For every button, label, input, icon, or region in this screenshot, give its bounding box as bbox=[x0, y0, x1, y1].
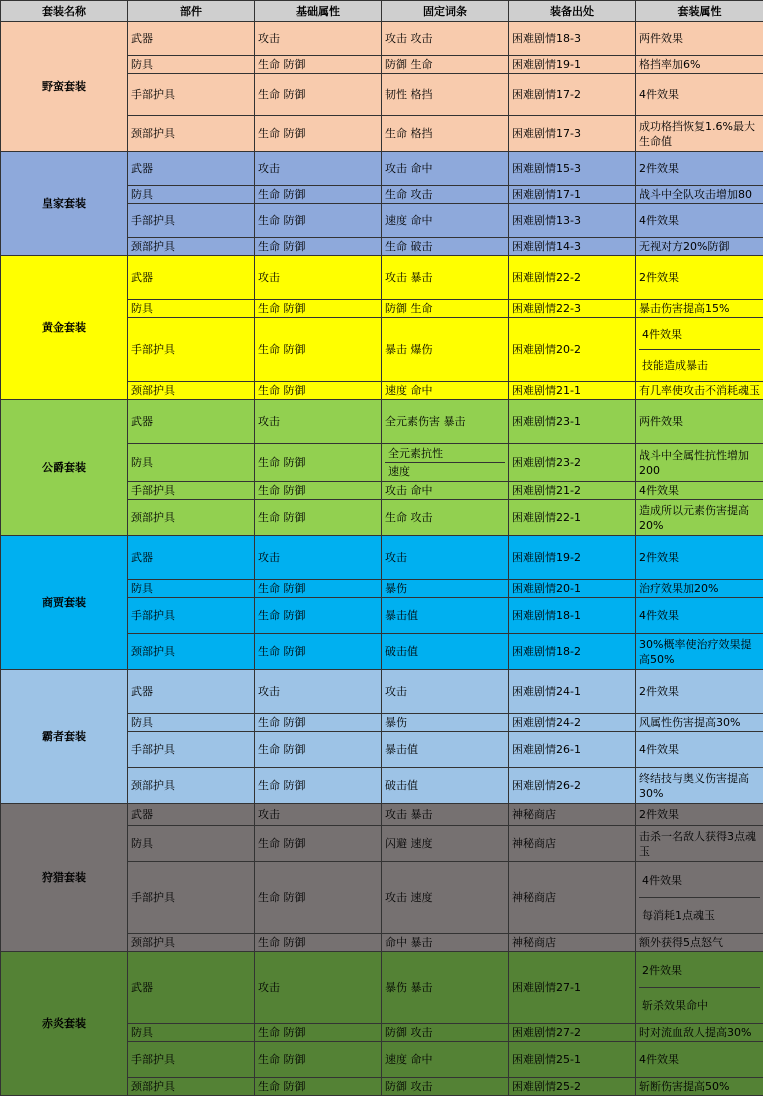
set-bonus-cell: 4件效果 bbox=[636, 204, 763, 238]
set-bonus-cell: 战斗中全属性抗性增加200 bbox=[636, 444, 763, 482]
set-bonus-cell: 两件效果 bbox=[636, 22, 763, 56]
source-cell: 困难剧情15-3 bbox=[509, 152, 636, 186]
base-attr-cell: 生命 防御 bbox=[255, 116, 382, 152]
part-cell: 武器 bbox=[128, 22, 255, 56]
fixed-attr-cell: 暴击 爆伤 bbox=[382, 318, 509, 382]
part-cell: 颈部护具 bbox=[128, 634, 255, 670]
part-cell: 武器 bbox=[128, 952, 255, 1024]
source-cell: 困难剧情19-1 bbox=[509, 56, 636, 74]
set-bonus-cell: 2件效果 bbox=[636, 804, 763, 826]
base-attr-cell: 生命 防御 bbox=[255, 500, 382, 536]
fixed-attr-cell: 攻击 暴击 bbox=[382, 804, 509, 826]
part-cell: 颈部护具 bbox=[128, 934, 255, 952]
source-cell: 困难剧情24-2 bbox=[509, 714, 636, 732]
set-bonus-cell: 2件效果 bbox=[636, 536, 763, 580]
fixed-attr-line: 速度 bbox=[385, 462, 505, 480]
base-attr-cell: 生命 防御 bbox=[255, 74, 382, 116]
header-base-attr: 基础属性 bbox=[255, 1, 382, 22]
base-attr-cell: 生命 防御 bbox=[255, 768, 382, 804]
set-bonus-cell: 两件效果 bbox=[636, 400, 763, 444]
table-row bbox=[1, 152, 763, 186]
source-cell: 困难剧情23-1 bbox=[509, 400, 636, 444]
set-bonus-cell: 4件效果 bbox=[636, 732, 763, 768]
source-cell: 困难剧情20-2 bbox=[509, 318, 636, 382]
base-attr-cell: 攻击 bbox=[255, 400, 382, 444]
part-cell: 颈部护具 bbox=[128, 116, 255, 152]
header-part: 部件 bbox=[128, 1, 255, 22]
set-bonus-cell: 造成所以元素伤害提高20% bbox=[636, 500, 763, 536]
set-bonus-line: 技能造成暴击 bbox=[639, 349, 760, 380]
set-bonus-line: 4件效果 bbox=[639, 863, 760, 897]
part-cell: 颈部护具 bbox=[128, 768, 255, 804]
base-attr-cell: 生命 防御 bbox=[255, 634, 382, 670]
table-row bbox=[1, 22, 763, 56]
source-cell: 困难剧情22-3 bbox=[509, 300, 636, 318]
fixed-attr-cell: 韧性 格挡 bbox=[382, 74, 509, 116]
source-cell: 神秘商店 bbox=[509, 862, 636, 934]
base-attr-cell: 生命 防御 bbox=[255, 56, 382, 74]
fixed-attr-cell: 生命 攻击 bbox=[382, 500, 509, 536]
source-cell: 困难剧情25-2 bbox=[509, 1078, 636, 1096]
set-bonus-cell: 终结技与奥义伤害提高30% bbox=[636, 768, 763, 804]
fixed-attr-cell: 命中 暴击 bbox=[382, 934, 509, 952]
fixed-attr-cell: 攻击 bbox=[382, 670, 509, 714]
part-cell: 手部护具 bbox=[128, 1042, 255, 1078]
base-attr-cell: 生命 防御 bbox=[255, 318, 382, 382]
part-cell: 武器 bbox=[128, 152, 255, 186]
fixed-attr-cell: 攻击 命中 bbox=[382, 482, 509, 500]
table-row bbox=[1, 670, 763, 714]
source-cell: 困难剧情27-1 bbox=[509, 952, 636, 1024]
base-attr-cell: 生命 防御 bbox=[255, 580, 382, 598]
set-bonus-cell: 治疗效果加20% bbox=[636, 580, 763, 598]
base-attr-cell: 生命 防御 bbox=[255, 300, 382, 318]
source-cell: 困难剧情26-2 bbox=[509, 768, 636, 804]
source-cell: 困难剧情17-1 bbox=[509, 186, 636, 204]
set-bonus-cell: 2件效果 bbox=[636, 152, 763, 186]
fixed-attr-cell: 生命 破击 bbox=[382, 238, 509, 256]
part-cell: 手部护具 bbox=[128, 862, 255, 934]
base-attr-cell: 生命 防御 bbox=[255, 934, 382, 952]
fixed-attr-cell: 攻击 命中 bbox=[382, 152, 509, 186]
set-bonus-cell: 4件效果 bbox=[636, 74, 763, 116]
fixed-attr-cell: 防御 生命 bbox=[382, 300, 509, 318]
part-cell: 颈部护具 bbox=[128, 238, 255, 256]
base-attr-cell: 生命 防御 bbox=[255, 238, 382, 256]
part-cell: 武器 bbox=[128, 400, 255, 444]
base-attr-cell: 攻击 bbox=[255, 256, 382, 300]
source-cell: 困难剧情22-2 bbox=[509, 256, 636, 300]
fixed-attr-cell: 速度 命中 bbox=[382, 204, 509, 238]
source-cell: 神秘商店 bbox=[509, 804, 636, 826]
set-bonus-cell: 战斗中全队攻击增加80 bbox=[636, 186, 763, 204]
base-attr-cell: 生命 防御 bbox=[255, 1024, 382, 1042]
source-cell: 困难剧情18-1 bbox=[509, 598, 636, 634]
base-attr-cell: 攻击 bbox=[255, 152, 382, 186]
base-attr-cell: 生命 防御 bbox=[255, 598, 382, 634]
set-bonus-cell: 击杀一名敌人获得3点魂玉 bbox=[636, 826, 763, 862]
fixed-attr-cell: 破击值 bbox=[382, 768, 509, 804]
base-attr-cell: 生命 防御 bbox=[255, 862, 382, 934]
table-row bbox=[1, 804, 763, 826]
source-cell: 困难剧情21-2 bbox=[509, 482, 636, 500]
set-bonus-cell bbox=[636, 952, 763, 1024]
base-attr-cell: 生命 防御 bbox=[255, 482, 382, 500]
set-bonus-cell: 有几率使攻击不消耗魂玉 bbox=[636, 382, 763, 400]
part-cell: 防具 bbox=[128, 444, 255, 482]
source-cell: 困难剧情17-3 bbox=[509, 116, 636, 152]
fixed-attr-cell: 防御 攻击 bbox=[382, 1024, 509, 1042]
base-attr-cell: 生命 防御 bbox=[255, 186, 382, 204]
table-row bbox=[1, 536, 763, 580]
set-bonus-cell: 30%概率使治疗效果提高50% bbox=[636, 634, 763, 670]
source-cell: 困难剧情24-1 bbox=[509, 670, 636, 714]
fixed-attr-cell: 攻击 bbox=[382, 536, 509, 580]
part-cell: 防具 bbox=[128, 56, 255, 74]
part-cell: 防具 bbox=[128, 714, 255, 732]
header-set-bonus: 套装属性 bbox=[636, 1, 763, 22]
fixed-attr-cell: 攻击 攻击 bbox=[382, 22, 509, 56]
part-cell: 防具 bbox=[128, 580, 255, 598]
part-cell: 防具 bbox=[128, 186, 255, 204]
source-cell: 困难剧情17-2 bbox=[509, 74, 636, 116]
set-bonus-cell: 4件效果 bbox=[636, 482, 763, 500]
table-row bbox=[1, 400, 763, 444]
base-attr-cell: 生命 防御 bbox=[255, 732, 382, 768]
fixed-attr-cell: 生命 攻击 bbox=[382, 186, 509, 204]
source-cell: 神秘商店 bbox=[509, 826, 636, 862]
source-cell: 困难剧情22-1 bbox=[509, 500, 636, 536]
set-name: 皇家套装 bbox=[1, 152, 128, 256]
header-set-name: 套装名称 bbox=[1, 1, 128, 22]
set-bonus-cell: 4件效果 bbox=[636, 1042, 763, 1078]
source-cell: 困难剧情21-1 bbox=[509, 382, 636, 400]
part-cell: 武器 bbox=[128, 804, 255, 826]
part-cell: 手部护具 bbox=[128, 598, 255, 634]
base-attr-cell: 生命 防御 bbox=[255, 204, 382, 238]
set-name: 霸者套装 bbox=[1, 670, 128, 804]
set-name: 狩猎套装 bbox=[1, 804, 128, 952]
base-attr-cell: 生命 防御 bbox=[255, 714, 382, 732]
source-cell: 困难剧情18-3 bbox=[509, 22, 636, 56]
part-cell: 手部护具 bbox=[128, 482, 255, 500]
fixed-attr-cell: 攻击 速度 bbox=[382, 862, 509, 934]
set-name: 赤炎套装 bbox=[1, 952, 128, 1096]
base-attr-cell: 生命 防御 bbox=[255, 382, 382, 400]
base-attr-cell: 生命 防御 bbox=[255, 1078, 382, 1096]
base-attr-cell: 生命 防御 bbox=[255, 1042, 382, 1078]
fixed-attr-cell: 闪避 速度 bbox=[382, 826, 509, 862]
base-attr-cell: 生命 防御 bbox=[255, 444, 382, 482]
set-bonus-cell: 风属性伤害提高30% bbox=[636, 714, 763, 732]
header-source: 装备出处 bbox=[509, 1, 636, 22]
fixed-attr-cell: 防御 攻击 bbox=[382, 1078, 509, 1096]
source-cell: 困难剧情20-1 bbox=[509, 580, 636, 598]
set-bonus-line: 斩杀效果命中 bbox=[639, 987, 760, 1022]
set-bonus-cell: 斩断伤害提高50% bbox=[636, 1078, 763, 1096]
fixed-attr-cell: 生命 格挡 bbox=[382, 116, 509, 152]
source-cell: 困难剧情18-2 bbox=[509, 634, 636, 670]
set-bonus-line: 2件效果 bbox=[639, 953, 760, 987]
fixed-attr-line: 全元素抗性 bbox=[385, 445, 505, 462]
part-cell: 武器 bbox=[128, 256, 255, 300]
set-bonus-cell bbox=[636, 318, 763, 382]
set-bonus-cell: 2件效果 bbox=[636, 670, 763, 714]
table-row bbox=[1, 952, 763, 1024]
part-cell: 防具 bbox=[128, 300, 255, 318]
source-cell: 困难剧情26-1 bbox=[509, 732, 636, 768]
fixed-attr-cell: 暴伤 暴击 bbox=[382, 952, 509, 1024]
set-name: 野蛮套装 bbox=[1, 22, 128, 152]
fixed-attr-cell: 暴伤 bbox=[382, 714, 509, 732]
source-cell: 困难剧情27-2 bbox=[509, 1024, 636, 1042]
set-bonus-cell: 时对流血敌人提高30% bbox=[636, 1024, 763, 1042]
set-bonus-cell: 成功格挡恢复1.6%最大生命值 bbox=[636, 116, 763, 152]
part-cell: 防具 bbox=[128, 826, 255, 862]
part-cell: 手部护具 bbox=[128, 732, 255, 768]
part-cell: 武器 bbox=[128, 670, 255, 714]
source-cell: 困难剧情14-3 bbox=[509, 238, 636, 256]
base-attr-cell: 攻击 bbox=[255, 952, 382, 1024]
fixed-attr-cell: 速度 命中 bbox=[382, 1042, 509, 1078]
fixed-attr-cell bbox=[382, 444, 509, 482]
table-row bbox=[1, 256, 763, 300]
base-attr-cell: 攻击 bbox=[255, 804, 382, 826]
set-bonus-cell: 格挡率加6% bbox=[636, 56, 763, 74]
set-bonus-line: 每消耗1点魂玉 bbox=[639, 897, 760, 932]
set-bonus-line: 4件效果 bbox=[639, 319, 760, 349]
set-bonus-cell: 无视对方20%防御 bbox=[636, 238, 763, 256]
source-cell: 困难剧情13-3 bbox=[509, 204, 636, 238]
set-name: 公爵套装 bbox=[1, 400, 128, 536]
base-attr-cell: 攻击 bbox=[255, 22, 382, 56]
set-bonus-cell: 2件效果 bbox=[636, 256, 763, 300]
set-bonus-cell: 4件效果 bbox=[636, 598, 763, 634]
part-cell: 手部护具 bbox=[128, 74, 255, 116]
source-cell: 困难剧情19-2 bbox=[509, 536, 636, 580]
part-cell: 防具 bbox=[128, 1024, 255, 1042]
set-name: 商贾套装 bbox=[1, 536, 128, 670]
fixed-attr-cell: 暴伤 bbox=[382, 580, 509, 598]
source-cell: 困难剧情25-1 bbox=[509, 1042, 636, 1078]
fixed-attr-cell: 全元素伤害 暴击 bbox=[382, 400, 509, 444]
set-bonus-cell: 暴击伤害提高15% bbox=[636, 300, 763, 318]
part-cell: 颈部护具 bbox=[128, 500, 255, 536]
set-name: 黄金套装 bbox=[1, 256, 128, 400]
source-cell: 困难剧情23-2 bbox=[509, 444, 636, 482]
fixed-attr-cell: 暴击值 bbox=[382, 732, 509, 768]
part-cell: 武器 bbox=[128, 536, 255, 580]
fixed-attr-cell: 防御 生命 bbox=[382, 56, 509, 74]
header-fixed-attr: 固定词条 bbox=[382, 1, 509, 22]
base-attr-cell: 攻击 bbox=[255, 536, 382, 580]
base-attr-cell: 生命 防御 bbox=[255, 826, 382, 862]
fixed-attr-cell: 攻击 暴击 bbox=[382, 256, 509, 300]
fixed-attr-cell: 速度 命中 bbox=[382, 382, 509, 400]
fixed-attr-cell: 破击值 bbox=[382, 634, 509, 670]
part-cell: 手部护具 bbox=[128, 204, 255, 238]
set-bonus-cell: 额外获得5点怒气 bbox=[636, 934, 763, 952]
part-cell: 手部护具 bbox=[128, 318, 255, 382]
fixed-attr-cell: 暴击值 bbox=[382, 598, 509, 634]
header-row bbox=[1, 1, 763, 22]
part-cell: 颈部护具 bbox=[128, 1078, 255, 1096]
part-cell: 颈部护具 bbox=[128, 382, 255, 400]
base-attr-cell: 攻击 bbox=[255, 670, 382, 714]
source-cell: 神秘商店 bbox=[509, 934, 636, 952]
set-bonus-cell bbox=[636, 862, 763, 934]
